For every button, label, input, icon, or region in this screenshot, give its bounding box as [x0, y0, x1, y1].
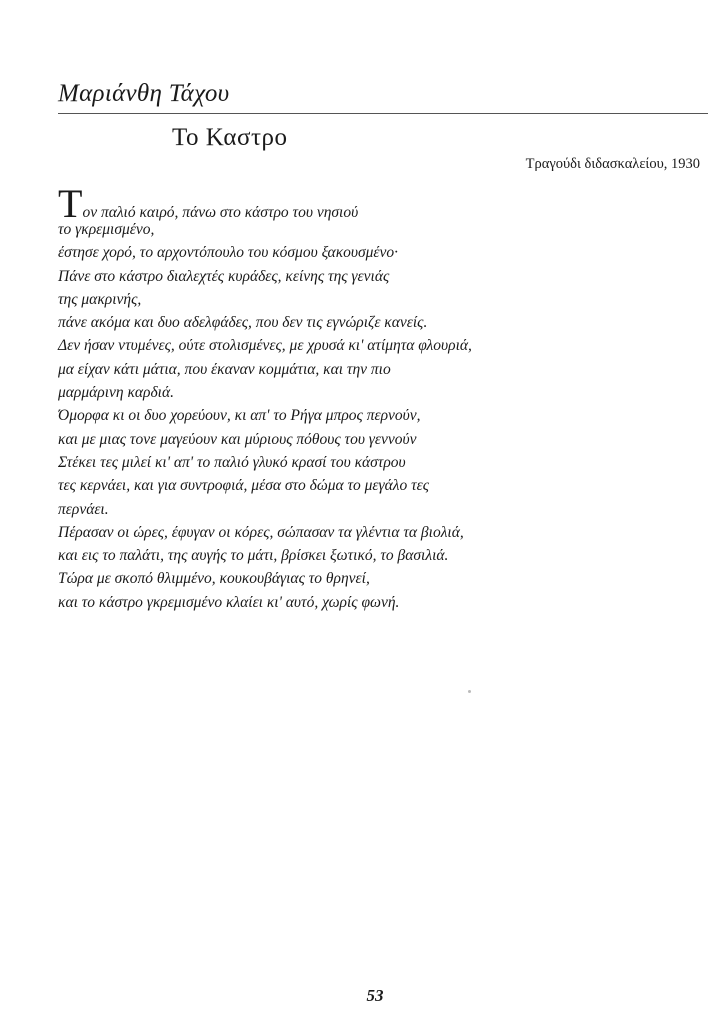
header-rule: [58, 113, 708, 114]
poem-line: περνάει.: [58, 500, 109, 518]
poem-line: και εις το παλάτι, της αυγής το μάτι, βρίσκει ξωτικό, το βασιλιά.: [58, 547, 449, 565]
page-number: 53: [366, 986, 384, 1005]
author-name: Μαριάνθη Τάχου: [58, 80, 230, 107]
poem-line-1: [58, 181, 698, 226]
poem-line: έστησε χορό, το αρχοντόπουλο του κόσμου ξακουσμένο·: [58, 244, 399, 262]
poem-line: και με μιας τονε μαγεύουν και μύριους πόθους του γεννούν: [58, 430, 417, 448]
poem-line: Στέκει τες μιλεί κι' απ' το παλιό γλυκό κρασί του κάστρου: [58, 453, 406, 471]
scan-speck: [468, 690, 471, 693]
poem-line: Τώρα με σκοπό θλιμμένο, κουκουβάγιας το θρηνεί,: [58, 570, 370, 588]
drop-cap: Τ: [58, 181, 83, 226]
poem-line: Πάνε στο κάστρο διαλεχτές κυράδες, κείνης της γενιάς: [58, 267, 390, 285]
poem-line: Πέρασαν οι ώρες, έφυγαν οι κόρες, σώπασαν τα γλέντια τα βιολιά,: [58, 523, 464, 541]
poem-line: πάνε ακόμα και δυο αδελφάδες, που δεν τις εγνώριζε κανείς.: [58, 314, 428, 332]
poem-line: μαρμάρινη καρδιά.: [58, 384, 175, 402]
poem-title: Το Καστρο: [172, 124, 288, 151]
poem-line: και το κάστρο γκρεμισμένο κλαίει κι' αυτό, χωρίς φωνή.: [58, 593, 400, 611]
poem-body: [58, 181, 698, 614]
poem-line: της μακρινής,: [58, 290, 142, 308]
poem-line-1-text: ον παλιό καιρό, πάνω στο κάστρο του νησιού: [82, 204, 359, 221]
poem-line: Δεν ήσαν ντυμένες, ούτε στολισμένες, με χρυσά κι' ατίμητα φλουριά,: [58, 337, 472, 355]
poem-subtitle: Τραγούδι διδασκαλείου, 1930: [525, 156, 700, 172]
poem-line: Όμορφα κι οι δυο χορεύουν, κι απ' το Ρήγα μπρος περνούν,: [58, 407, 421, 425]
poem-line: μα είχαν κάτι μάτια, που έκαναν κομμάτια, και την πιο: [58, 360, 391, 378]
poem-line: το γκρεμισμένο,: [58, 221, 155, 238]
poem-line: τες κερνάει, και για συντροφιά, μέσα στο δώμα το μεγάλο τες: [58, 477, 430, 495]
